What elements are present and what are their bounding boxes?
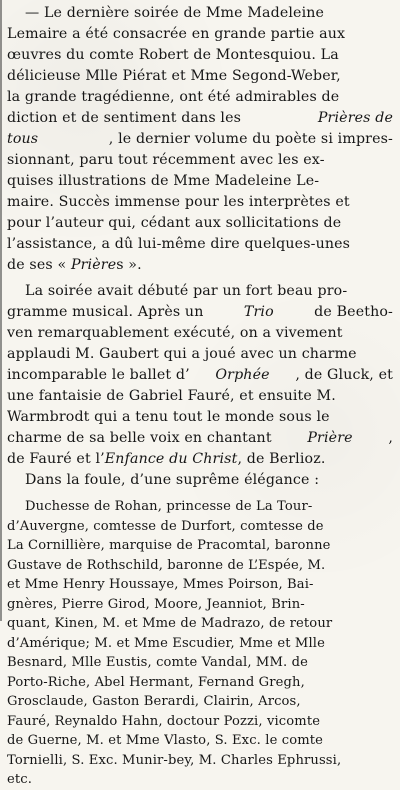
article-line-23: Dans la foule, d’une suprême élégance : <box>25 472 320 488</box>
article-line-1: — Le dernière soirée de Mme Madeleine <box>25 5 325 21</box>
article-line-11: pour l’auteur qui, cédant aux sollicitations de <box>7 215 342 231</box>
article-line-17: applaudi M. Gaubert qui a joué avec un charme <box>7 346 357 362</box>
article-line-6: diction et de sentiment dans les Prières de <box>7 110 393 126</box>
guest-line-11: Grosclaude, Gaston Berardi, Clairin, Arcos, <box>7 694 301 709</box>
guest-line-3: La Cornillière, marquise de Pracomtal, baronne <box>7 538 331 553</box>
article-line-5: la grande tragédienne, ont été admirables de <box>7 89 340 105</box>
article-line-19: une fantaisie de Gabriel Fauré, et ensuite M. <box>7 388 336 404</box>
article-line-14: La soirée avait débuté par un fort beau pro- <box>25 283 348 299</box>
guest-line-6: gnères, Pierre Girod, Moore, Jeanniot, Brin- <box>7 596 305 612</box>
article-column <box>7 3 393 790</box>
guest-line-13: de Guerne, M. et Mme Vlasto, S. Exc. le comte <box>7 733 324 748</box>
guest-line-1: Duchesse de Rohan, princesse de La Tour- <box>25 499 313 514</box>
guest-line-8: d’Amérique; M. et Mme Escudier, Mme et Mlle <box>7 635 325 651</box>
article-line-21: charme de sa belle voix en chantant Prière , <box>7 430 393 446</box>
article-line-4: délicieuse Mlle Piérat et Mme Segond-Weber, <box>7 68 341 84</box>
article-line-15: gramme musical. Après un Trio de Beetho- <box>7 304 393 320</box>
article-line-16: ven remarquablement exécuté, on a vivement <box>7 325 343 341</box>
article-line-22: de Fauré et l’Enfance du Christ, de Berlioz. <box>7 451 326 467</box>
article-line-10: maire. Succès immense pour les interprètes et <box>7 194 350 210</box>
guest-line-5: et Mme Henry Houssaye, Mmes Poirson, Bai- <box>7 577 314 592</box>
guest-line-7: quant, Kinen, M. et Mme de Madrazo, de retour <box>7 616 333 631</box>
article-line-18: incomparable le ballet d’ Orphée , de Gluck, et <box>7 367 393 383</box>
left-edge-rule <box>0 0 2 621</box>
guest-line-15: etc. <box>7 772 33 787</box>
article-line-7: tous , le dernier volume du poète si impres- <box>7 131 393 147</box>
article-line-9: quises illustrations de Mme Madeleine Le- <box>7 173 320 189</box>
article-line-8: sionnant, paru tout récemment avec les ex- <box>7 152 325 168</box>
guest-line-12: Fauré, Reynaldo Hahn, doctour Pozzi, vicomte <box>7 713 321 729</box>
article-line-12: l’assistance, a dû lui-même dire quelques-unes <box>7 236 351 252</box>
guest-line-14: Tornielli, S. Exc. Munir-bey, M. Charles Ephrussi, <box>7 752 342 768</box>
guest-line-9: Besnard, Mlle Eustis, comte Vandal, MM. de <box>7 655 308 670</box>
article-line-2: Lemaire a été consacrée en grande partie aux <box>7 26 346 42</box>
guest-line-4: Gustave de Rothschild, baronne de L’Espée, M. <box>7 557 326 573</box>
guest-line-2: d’Auvergne, comtesse de Durfort, comtesse de <box>7 518 324 534</box>
article-line-20: Warmbrodt qui a tenu tout le monde sous le <box>7 409 330 425</box>
article-line-13: de ses « Prières ». <box>7 257 142 273</box>
article-line-3: œuvres du comte Robert de Montesquiou. La <box>7 47 339 63</box>
guest-line-10: Porto-Riche, Abel Hermant, Fernand Gregh, <box>7 674 305 690</box>
